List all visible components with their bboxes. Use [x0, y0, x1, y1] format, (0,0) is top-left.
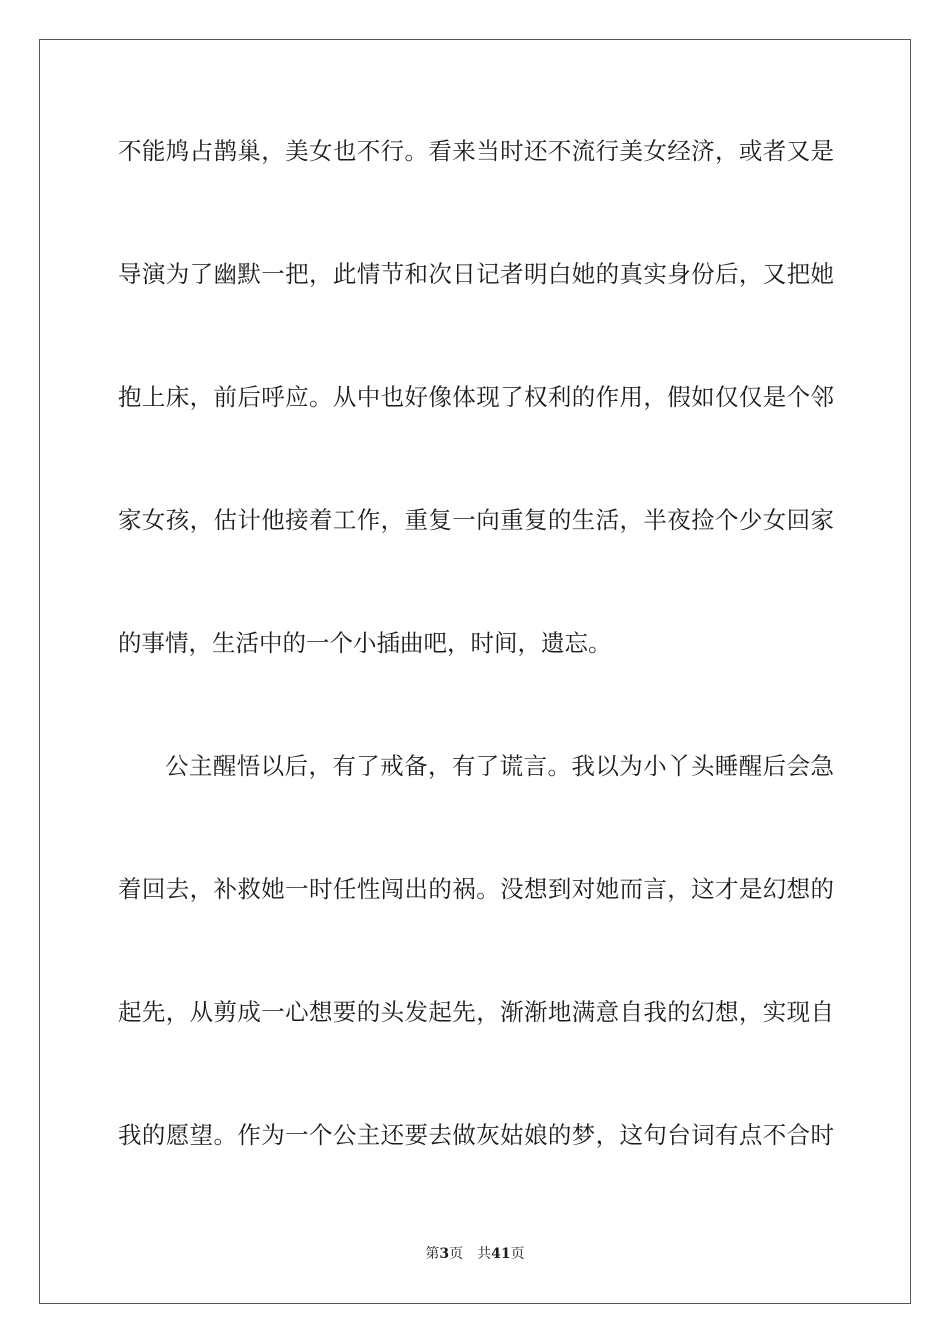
total-prefix: 共 — [477, 1246, 492, 1262]
page-number: 3 — [439, 1246, 450, 1262]
page-prefix: 第 — [425, 1246, 440, 1262]
body-line-3: 抱上床，前后呼应。从中也好像体现了权利的作用，假如仅仅是个邻 — [118, 383, 834, 411]
body-line-5: 的事情，生活中的一个小插曲吧，时间，遗忘。 — [118, 629, 612, 657]
body-line-1: 不能鸠占鹊巢，美女也不行。看来当时还不流行美女经济，或者又是 — [118, 137, 834, 165]
body-line-9: 我的愿望。作为一个公主还要去做灰姑娘的梦，这句台词有点不合时 — [118, 1121, 834, 1149]
page-suffix: 页 — [449, 1246, 464, 1262]
total-pages: 41 — [491, 1246, 511, 1262]
body-line-6: 公主醒悟以后，有了戒备，有了谎言。我以为小丫头睡醒后会急 — [165, 752, 834, 780]
page-footer — [0, 1244, 950, 1264]
body-line-7: 着回去，补救她一时任性闯出的祸。没想到对她而言，这才是幻想的 — [118, 875, 834, 903]
body-line-8: 起先，从剪成一心想要的头发起先，渐渐地满意自我的幻想，实现自 — [118, 998, 834, 1026]
body-line-4: 家女孩，估计他接着工作，重复一向重复的生活，半夜捡个少女回家 — [118, 506, 834, 534]
total-suffix: 页 — [510, 1246, 525, 1262]
body-line-2: 导演为了幽默一把，此情节和次日记者明白她的真实身份后，又把她 — [118, 260, 834, 288]
